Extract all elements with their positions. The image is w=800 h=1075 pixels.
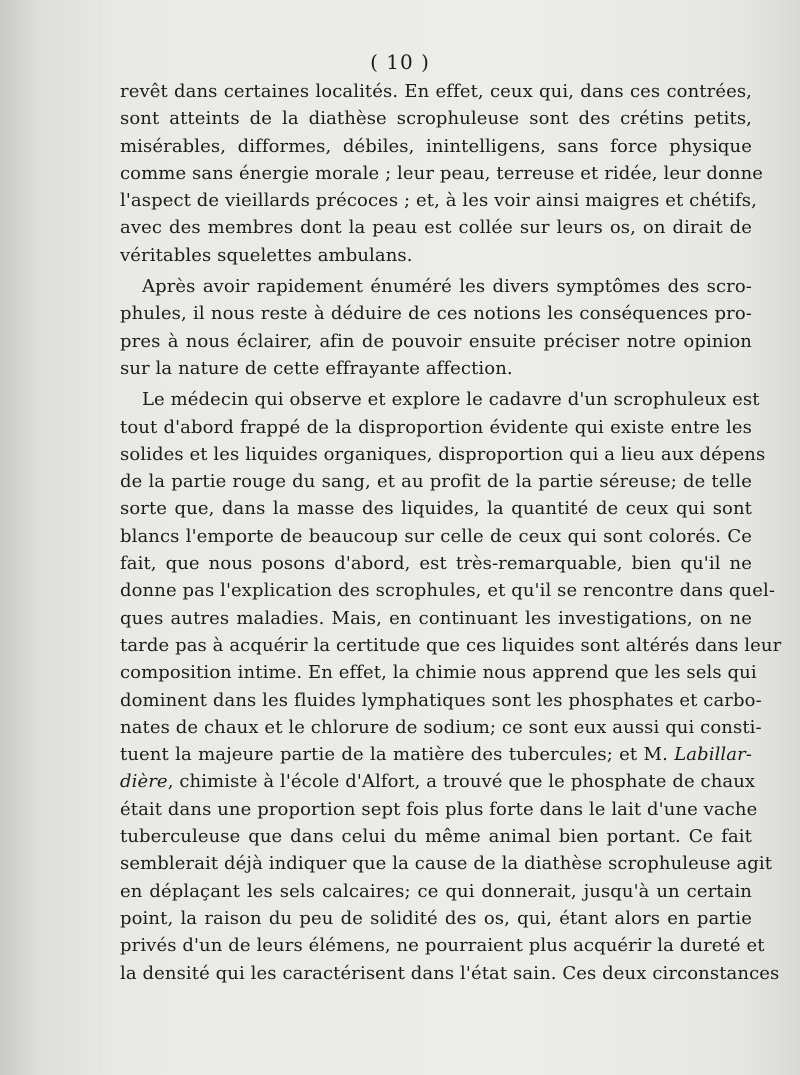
text-line: semblerait déjà indiquer que la cause de la diathèse scrophuleuse agit <box>120 853 773 875</box>
text-line: avec des membres dont la peau est collée sur leurs os, on dirait de <box>120 217 752 239</box>
text-line: Le médecin qui observe et explore le cadavre d'un scrophuleux est <box>142 389 760 411</box>
text-line: comme sans énergie morale ; leur peau, terreuse et ridée, leur donne <box>120 162 764 184</box>
text-line: était dans une proportion sept fois plus forte dans le lait d'une vache <box>120 798 758 820</box>
text-line: en déplaçant les sels calcaires; ce qui donnerait, jusqu'à un certain <box>120 880 752 902</box>
text-line: privés d'un de leurs élémens, ne pourraient plus acquérir la dureté et <box>120 935 765 957</box>
paragraph-1 <box>120 78 764 269</box>
page-number: ( 10 ) <box>370 50 430 74</box>
paragraph-2 <box>120 273 752 382</box>
text-line: véritables squelettes ambulans. <box>120 244 413 266</box>
text-line: blancs l'emporte de beaucoup sur celle de ceux qui sont colorés. Ce <box>120 525 752 547</box>
text-line: sont atteints de la diathèse scrophuleuse sont des crétins petits, <box>120 108 752 130</box>
text-line: tuent la majeure partie de la matière des tubercules; et M. Labillar- <box>120 744 752 766</box>
text-line: dière, chimiste à l'école d'Alfort, a trouvé que le phosphate de chaux <box>120 771 756 793</box>
text-line: misérables, difformes, débiles, inintelligens, sans force physique <box>120 135 752 157</box>
text-line: donne pas l'explication des scrophules, et qu'il se rencontre dans quel- <box>120 580 776 602</box>
italic-name: Labillar- <box>674 744 752 766</box>
text-line: Après avoir rapidement énuméré les divers symptômes des scro- <box>142 276 752 298</box>
text-line: tarde pas à acquérir la certitude que ces liquides sont altérés dans leur <box>120 634 782 656</box>
text-line: revêt dans certaines localités. En effet, ceux qui, dans ces contrées, <box>120 81 752 102</box>
text-line: tuberculeuse que dans celui du même animal bien portant. Ce fait <box>120 826 752 848</box>
text-line: point, la raison du peu de solidité des os, qui, étant alors en partie <box>120 907 752 929</box>
text-line: ques autres maladies. Mais, en continuant les investigations, on ne <box>120 607 752 629</box>
text-line: de la partie rouge du sang, et au profit de la partie séreuse; de telle <box>120 471 752 493</box>
text-line: la densité qui les caractérisent dans l'état sain. Ces deux circonstances <box>120 962 780 984</box>
text-line: composition intime. En effet, la chimie nous apprend que les sels qui <box>120 662 757 684</box>
paragraph-3 <box>120 386 782 987</box>
text-line: sur la nature de cette effrayante affection. <box>120 357 513 379</box>
text-line: nates de chaux et le chlorure de sodium; ce sont eux aussi qui consti- <box>120 716 762 738</box>
body-text <box>120 78 782 987</box>
text-line: l'aspect de vieillards précoces ; et, à les voir ainsi maigres et chétifs, <box>120 190 757 212</box>
text-line: tout d'abord frappé de la disproportion évidente qui existe entre les <box>120 416 752 438</box>
text-line: fait, que nous posons d'abord, est très-remarquable, bien qu'il ne <box>120 553 752 575</box>
text-line: sorte que, dans la masse des liquides, la quantité de ceux qui sont <box>120 498 752 520</box>
italic-name: dière <box>120 771 168 793</box>
text-line: dominent dans les fluides lymphatiques sont les phosphates et carbo- <box>120 689 762 711</box>
text-line: phules, il nous reste à déduire de ces notions les conséquences pro- <box>120 303 752 325</box>
text-line: pres à nous éclairer, afin de pouvoir ensuite préciser notre opinion <box>120 330 752 352</box>
text-line: solides et les liquides organiques, disproportion qui a lieu aux dépens <box>120 443 766 465</box>
